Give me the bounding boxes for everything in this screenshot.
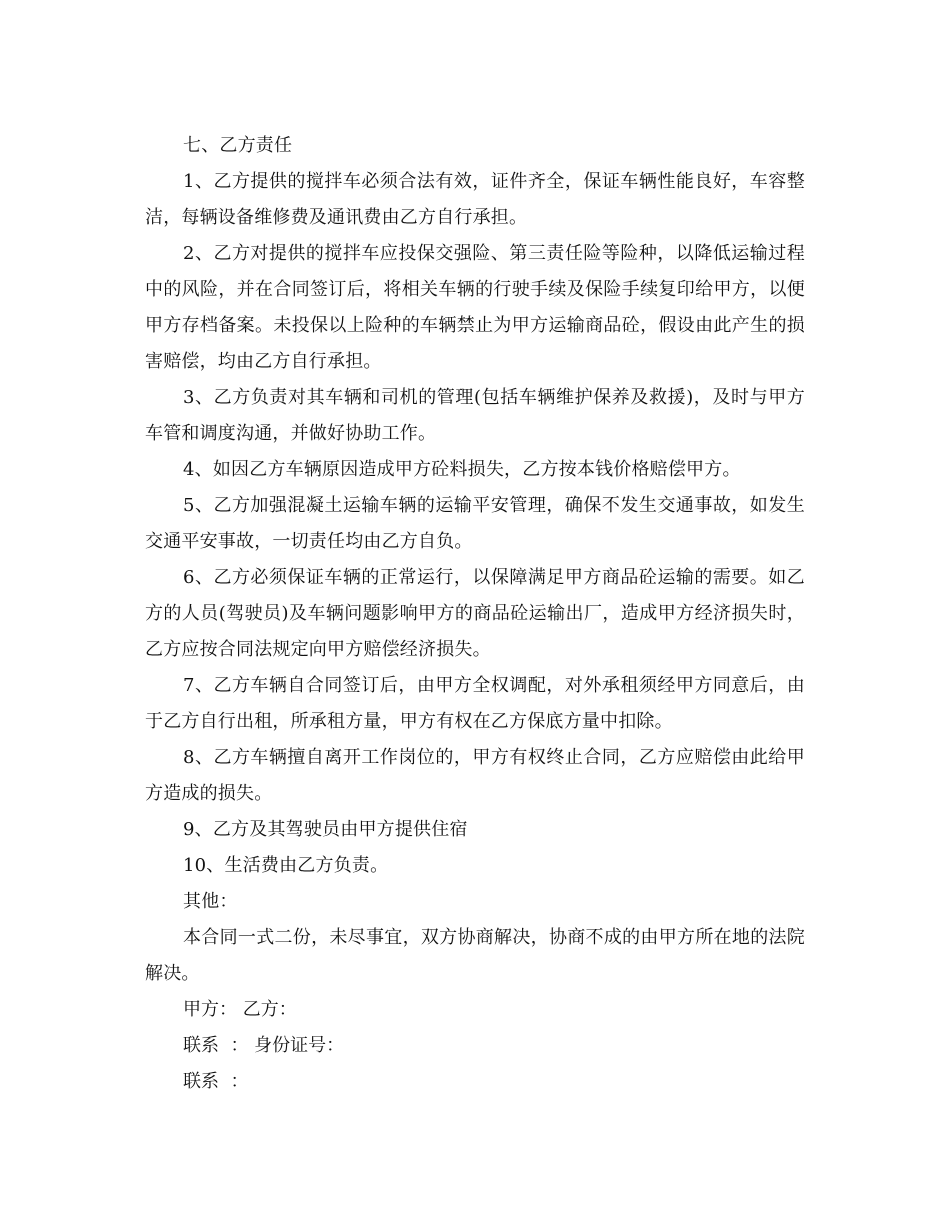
clause-5: 5、乙方加强混凝土运输车辆的运输平安管理，确保不发生交通事故，如发生交通平安事故，一切责任均由乙方自负。 <box>145 495 805 552</box>
clause-9: 9、乙方及其驾驶员由甲方提供住宿 <box>183 819 468 840</box>
other-text: 本合同一式二份，未尽事宜，双方协商解决，协商不成的由甲方所在地的法院解决。 <box>145 927 805 984</box>
clause-8: 8、乙方车辆擅自离开工作岗位的，甲方有权终止合同，乙方应赔偿由此给甲方造成的损失。 <box>145 747 805 804</box>
clause-10: 10、生活费由乙方负责。 <box>183 855 389 876</box>
clause-1: 1、乙方提供的搅拌车必须合法有效，证件齐全，保证车辆性能良好，车容整洁，每辆设备维修费及通讯费由乙方自行承担。 <box>145 171 805 228</box>
clause-7: 7、乙方车辆自合同签订后，由甲方全权调配，对外承租须经甲方同意后，由于乙方自行出租，所承租方量，甲方有权在乙方保底方量中扣除。 <box>145 675 805 732</box>
clause-6: 6、乙方必须保证车辆的正常运行，以保障满足甲方商品砼运输的需要。如乙方的人员(驾驶员)及车辆问题影响甲方的商品砼运输出厂，造成甲方经济损失时，乙方应按合同法规定向甲方赔偿经济损失。 <box>145 567 805 660</box>
section-heading: 七、乙方责任 <box>183 135 293 156</box>
clause-2: 2、乙方对提供的搅拌车应投保交强险、第三责任险等险种，以降低运输过程中的风险，并在合同签订后，将相关车辆的行驶手续及保险手续复印给甲方，以便甲方存档备案。未投保以上险种的车辆禁止为甲方运输商品砼，假设由此产生的损害赔偿，均由乙方自行承担。 <box>145 243 805 372</box>
clause-4: 4、如因乙方车辆原因造成甲方砼料损失，乙方按本钱价格赔偿甲方。 <box>183 459 741 480</box>
signature-contact-id: 联系 ： 身份证号： <box>183 1035 345 1056</box>
other-heading: 其他： <box>183 891 238 912</box>
signature-parties: 甲方： 乙方： <box>183 999 297 1020</box>
contract-page <box>145 128 805 1100</box>
signature-contact: 联系 ： <box>183 1071 249 1092</box>
clause-3: 3、乙方负责对其车辆和司机的管理(包括车辆维护保养及救援)，及时与甲方车管和调度沟通，并做好协助工作。 <box>145 387 805 444</box>
